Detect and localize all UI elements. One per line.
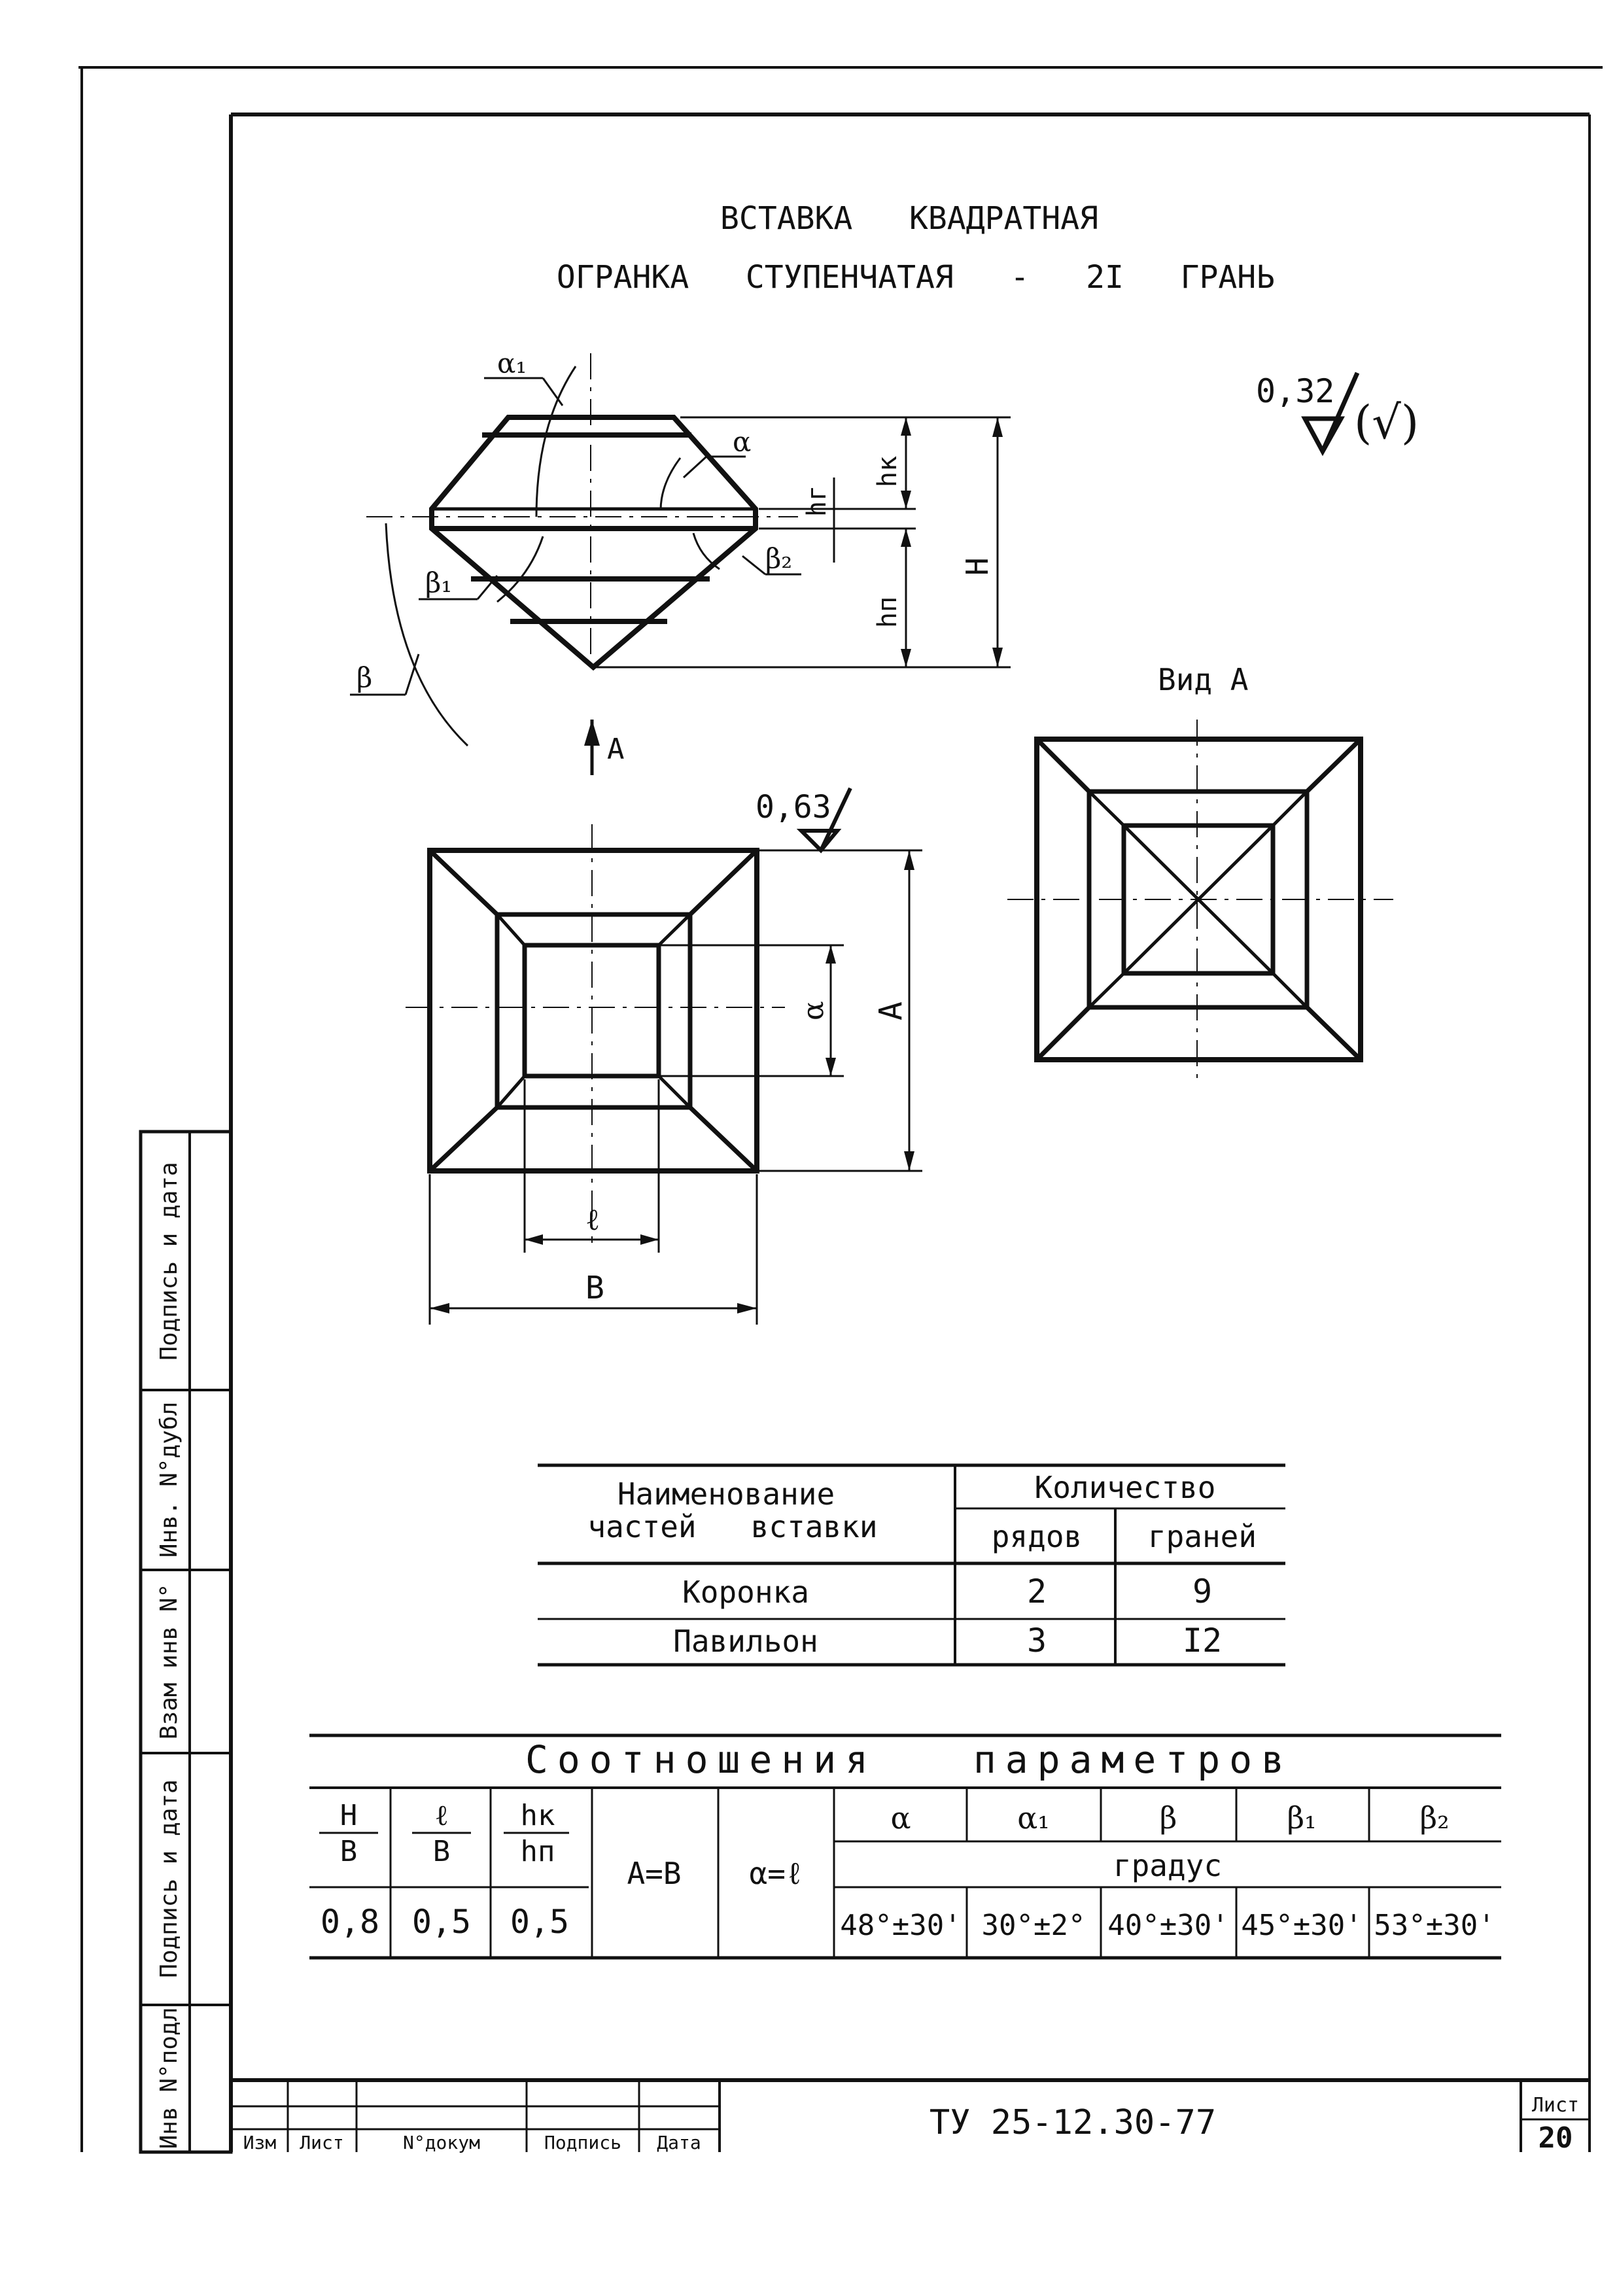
angle-header-4: β₂: [1419, 1800, 1450, 1835]
view-a: [1007, 720, 1393, 1086]
angle-header-1: α₁: [1017, 1800, 1050, 1835]
tb-col-4: Дата: [657, 2132, 701, 2153]
label-alpha: α: [733, 426, 752, 458]
general-roughness: [1256, 372, 1419, 451]
parts-row-faces-1: I2: [1182, 1622, 1223, 1660]
side-stamp-0: Подпись и дата: [156, 1162, 183, 1361]
plan-view: [406, 788, 922, 1325]
doc-number: ТУ 25-12.30-77: [929, 2103, 1217, 2142]
label-a: α: [797, 1001, 830, 1020]
label-hr: hг: [802, 485, 832, 517]
angle-header-2: β: [1159, 1800, 1177, 1835]
label-A: A: [873, 1001, 909, 1020]
label-beta: β: [356, 661, 373, 693]
params-eq1: A=B: [627, 1856, 682, 1891]
title-line-1: ВСТАВКА КВАДРАТНАЯ: [720, 200, 1098, 237]
angle-value-0: 48°±30': [840, 1909, 962, 1942]
ratio-den-2: hп: [520, 1835, 555, 1868]
parts-row-rows-0: 2: [1026, 1573, 1047, 1610]
tb-col-0: Изм: [243, 2132, 277, 2153]
roughness-value: 0,32: [1256, 372, 1335, 410]
ratio-den-1: B: [432, 1835, 451, 1868]
profile-view: [350, 353, 1011, 775]
sheet-border: [78, 67, 1603, 2152]
title-line-2: ОГРАНКА СТУПЕНЧАТАЯ - 2I ГРАНЬ: [556, 259, 1276, 296]
params-title: Соотношения параметров: [525, 1737, 1294, 1782]
side-stamp-3: Подпись и дата: [156, 1779, 183, 1978]
angle-value-3: 45°±30': [1241, 1909, 1363, 1942]
ratio-num-0: H: [339, 1799, 358, 1832]
parts-col-faces: граней: [1147, 1519, 1257, 1554]
parts-row-faces-0: 9: [1192, 1573, 1213, 1610]
tb-col-2: N°докум: [402, 2132, 481, 2153]
ratio-val-2: 0,5: [510, 1903, 570, 1941]
angle-header-3: β₁: [1287, 1800, 1317, 1835]
label-beta1: β₁: [425, 566, 453, 599]
label-beta2: β₂: [765, 542, 793, 574]
view-a-title: Вид A: [1158, 662, 1249, 697]
ratio-num-1: ℓ: [434, 1799, 449, 1832]
plan-roughness-value: 0,63: [756, 789, 831, 826]
ratio-val-0: 0,8: [320, 1903, 380, 1941]
tb-col-1: Лист: [300, 2132, 344, 2153]
parts-row-name-0: Коронка: [682, 1574, 809, 1610]
parts-col-rows: рядов: [991, 1519, 1083, 1554]
sheet-label: Лист: [1531, 2094, 1580, 2117]
label-hk: hк: [873, 455, 903, 487]
label-alpha1: α₁: [497, 347, 527, 379]
parts-row-name-1: Павильон: [673, 1624, 818, 1659]
side-stamp: [141, 1132, 231, 2152]
side-stamp-1: Инв. N°дубл: [156, 1401, 183, 1558]
parts-header-name-1: Наименование: [617, 1476, 835, 1512]
label-arrow-A: A: [607, 733, 625, 766]
roughness-suffix: (√): [1354, 396, 1419, 449]
tb-col-3: Подпись: [544, 2132, 622, 2153]
ratio-val-1: 0,5: [411, 1903, 472, 1941]
label-B: B: [585, 1270, 604, 1306]
params-eq2: α=ℓ: [749, 1856, 804, 1891]
angle-header-0: α: [890, 1800, 911, 1835]
label-hp: hп: [873, 596, 903, 628]
ratio-num-2: hк: [520, 1799, 555, 1832]
parts-header-name-2: частей вставки: [587, 1509, 878, 1544]
label-b: ℓ: [585, 1202, 600, 1237]
angle-value-2: 40°±30': [1107, 1909, 1229, 1942]
parts-row-rows-1: 3: [1026, 1622, 1047, 1660]
angle-unit: градус: [1113, 1848, 1223, 1883]
side-stamp-4: Инв N°подл: [156, 2007, 183, 2149]
side-stamp-2: Взам инв N°: [156, 1583, 183, 1740]
ratio-den-0: B: [339, 1835, 358, 1868]
angle-value-4: 53°±30': [1374, 1909, 1495, 1942]
parts-header-qty: Количество: [1034, 1470, 1216, 1505]
label-H: H: [960, 557, 995, 576]
sheet-number: 20: [1538, 2121, 1573, 2155]
angle-value-1: 30°±2°: [981, 1909, 1086, 1942]
